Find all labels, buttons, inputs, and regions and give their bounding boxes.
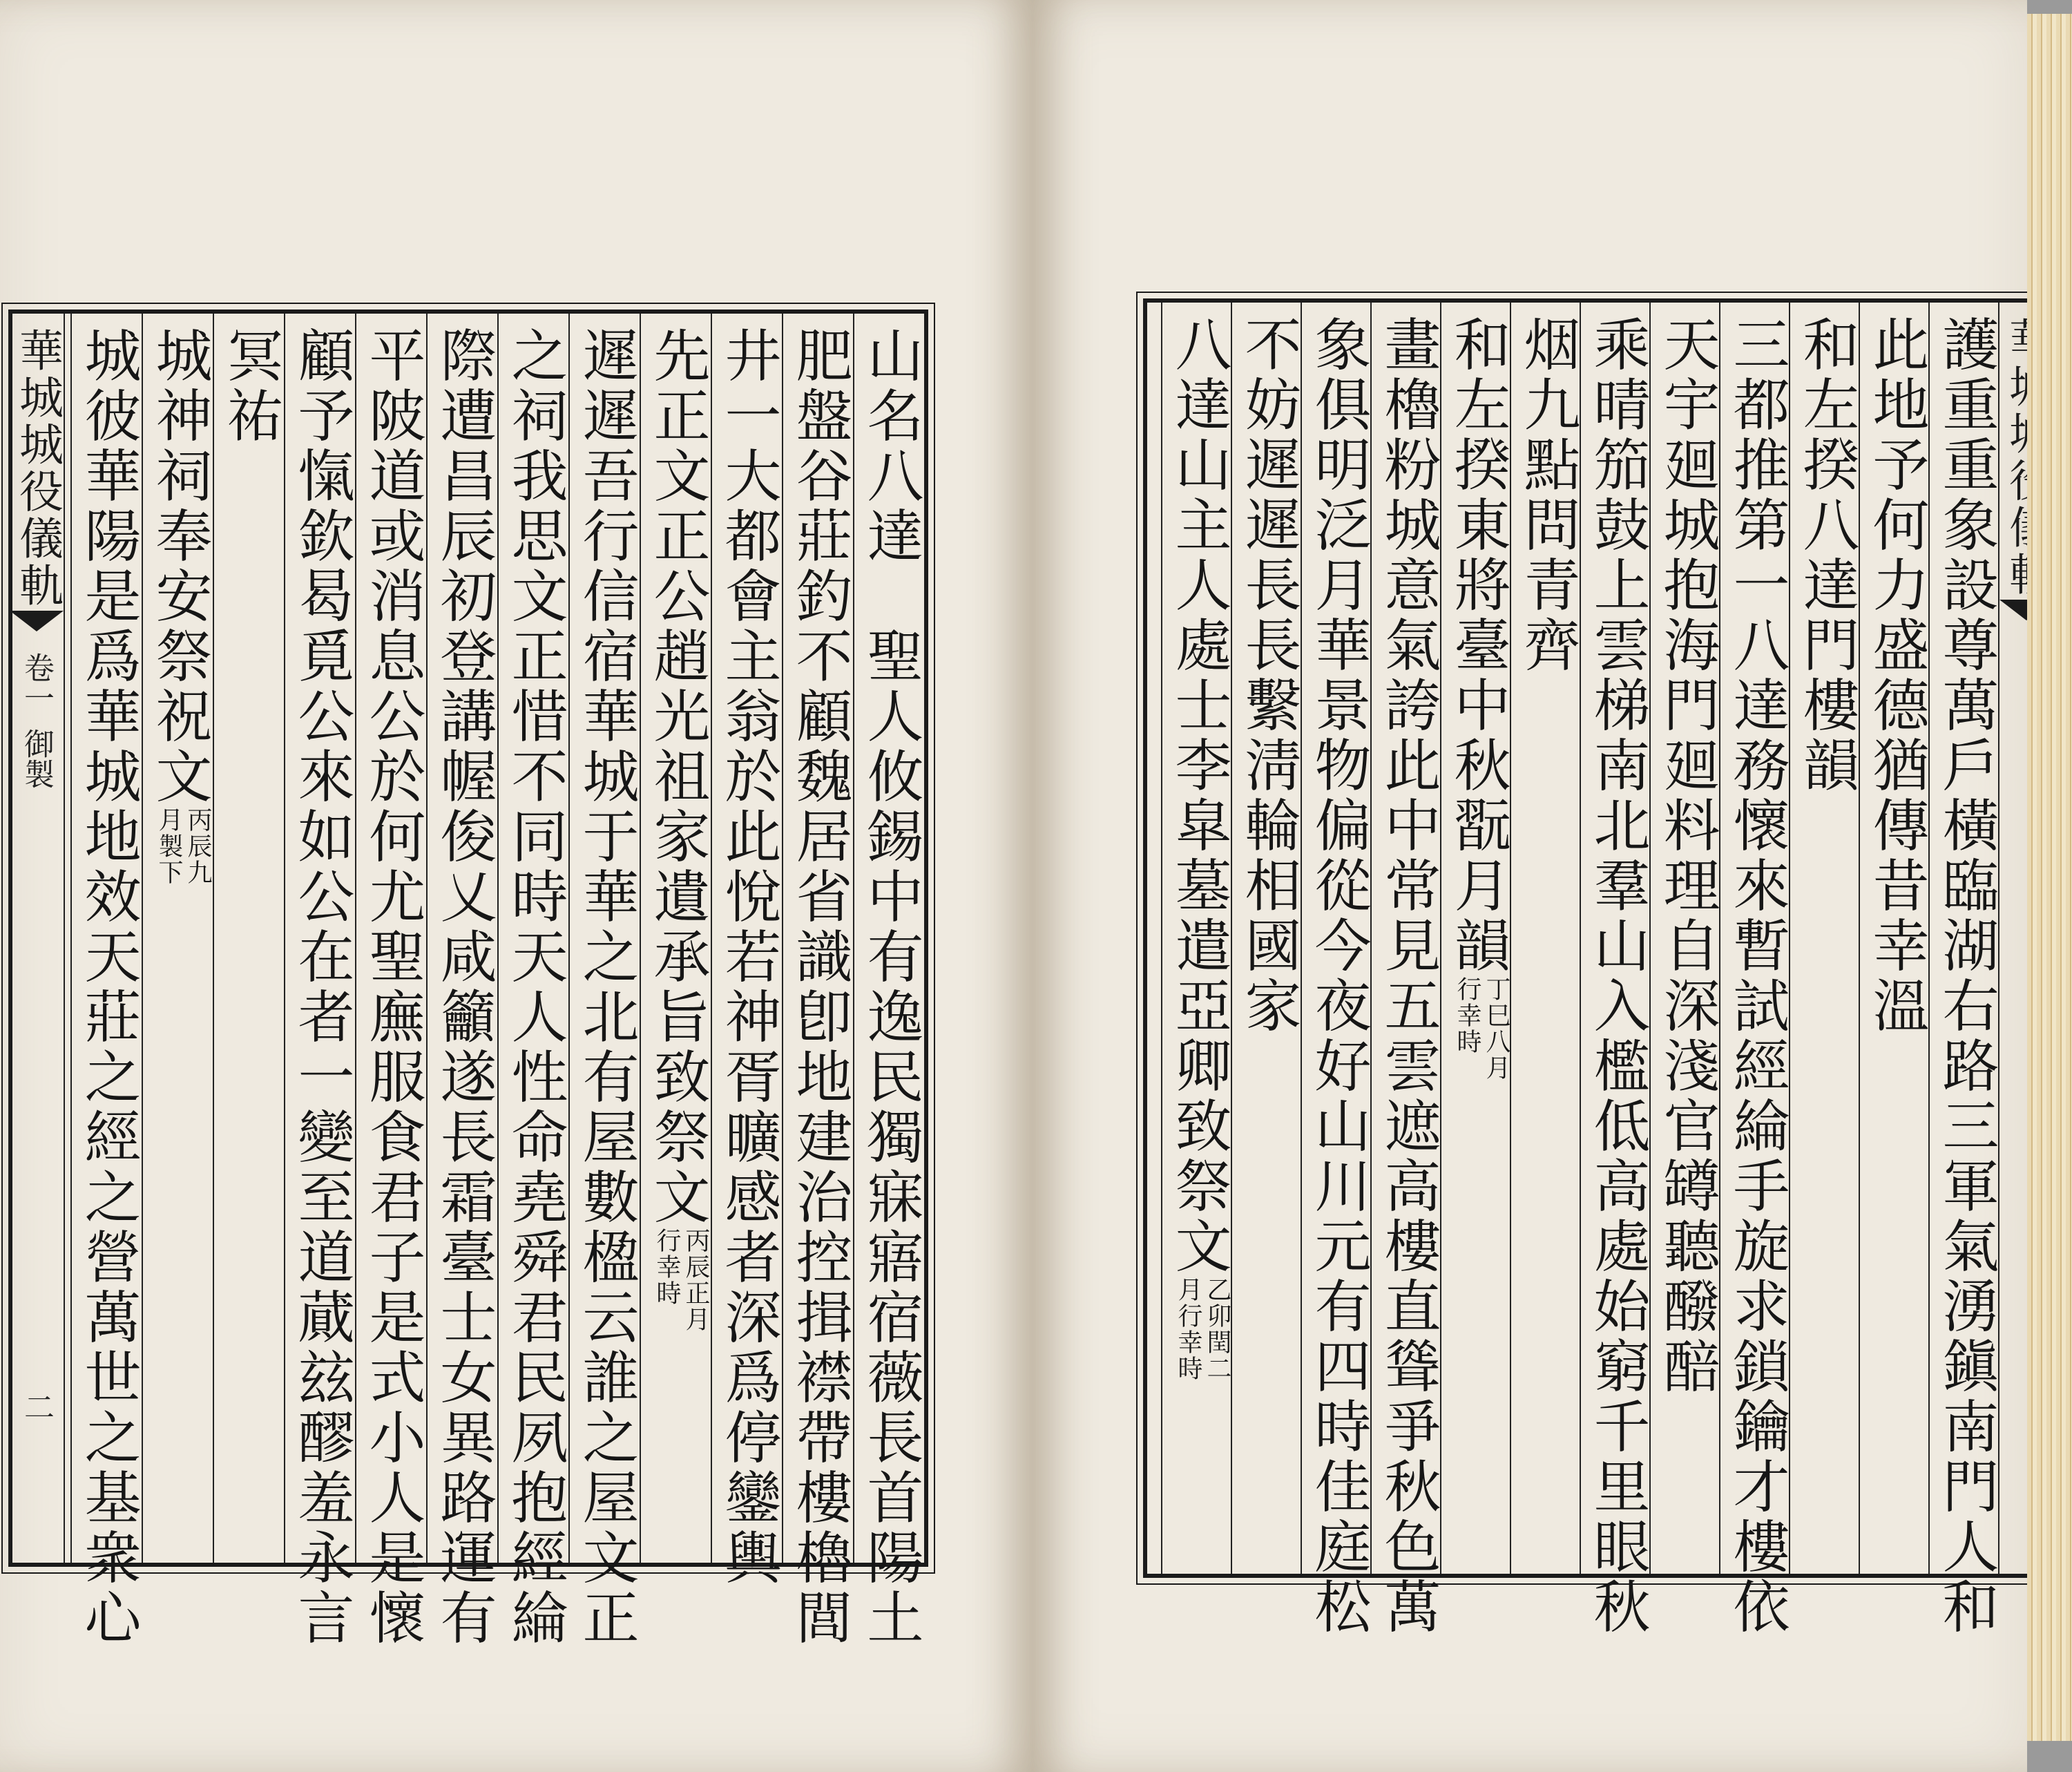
page-stack-edge bbox=[2027, 14, 2072, 1741]
text-column bbox=[1165, 315, 1231, 1382]
text-column bbox=[1374, 315, 1441, 1637]
left-center-page-number: 二 bbox=[19, 1391, 54, 1422]
text-column bbox=[715, 326, 781, 1588]
column-text: 三都推第一八達務懷來暫試經綸手旋求鎖鑰才樓依 bbox=[1724, 315, 1790, 1637]
text-column bbox=[1235, 315, 1301, 1036]
column-text: 平陂道或消息公於何尤聖廡服食君子是式小人是懷 bbox=[360, 326, 425, 1648]
text-column bbox=[1793, 315, 1859, 796]
left-page-frame bbox=[8, 309, 928, 1648]
column-rule bbox=[568, 314, 570, 1563]
text-column bbox=[75, 326, 141, 1648]
column-text: 和左揆八達門樓韻 bbox=[1794, 315, 1859, 796]
column-text: 護重重象設尊萬戶橫臨湖右路三軍氣湧鎭南門人和 bbox=[1933, 315, 1999, 1637]
text-column bbox=[786, 326, 852, 1648]
column-rule bbox=[213, 314, 214, 1563]
column-text: 烟九點問青齊 bbox=[1515, 315, 1580, 676]
column-annotation: 乙卯閏二 月行幸時 bbox=[1174, 1277, 1231, 1382]
text-column bbox=[1863, 315, 1929, 1036]
column-text: 際遭昌辰初登講幄俊乂咸籲遂長霜臺士女異路運有 bbox=[431, 326, 497, 1648]
column-text: 不妨遲遲長長繫淸輪相國家 bbox=[1236, 315, 1301, 1036]
column-rule bbox=[70, 314, 72, 1563]
column-text: 顧予愾欽曷覓公來如公在者一變至道蕆玆醪羞永言 bbox=[289, 326, 354, 1648]
text-column bbox=[1444, 315, 1510, 1081]
left-center-volume: 卷一 bbox=[19, 652, 54, 713]
text-column bbox=[288, 326, 354, 1648]
column-rule bbox=[1161, 303, 1162, 1574]
column-text: 城彼華陽是爲華城地效天莊之經之營萬世之基衆心 bbox=[75, 326, 141, 1648]
column-text: 八達山主人處士李皐墓遣亞卿致祭文 bbox=[1166, 315, 1231, 1277]
column-rule bbox=[711, 314, 712, 1563]
column-rule bbox=[497, 314, 499, 1563]
text-column bbox=[430, 326, 497, 1648]
column-text: 此地予何力盛德猶傳昔幸溫 bbox=[1863, 315, 1929, 1036]
column-text: 肥盤谷莊釣不顧魏居省識卽地建治控揖襟帶樓櫓閭 bbox=[787, 326, 852, 1648]
text-column bbox=[1653, 315, 1720, 1397]
text-column bbox=[217, 326, 283, 446]
left-center-title: 華城城役儀軌 bbox=[12, 327, 63, 609]
column-rule bbox=[853, 314, 854, 1563]
column-text: 乘晴笳鼓上雲梯南北羣山入檻低高處始窮千里眼秋 bbox=[1584, 315, 1650, 1637]
text-column bbox=[644, 326, 710, 1333]
column-text: 井一大都會主翁於此悅若神胥曠感者深爲停鑾輿 bbox=[716, 326, 781, 1588]
column-annotation: 丙辰九 月製下 bbox=[155, 807, 212, 886]
column-text: 象俱明泛月華景物偏從今夜好山川元有四時佳庭松 bbox=[1305, 315, 1371, 1637]
column-text: 和左揆東將臺中秋翫月韻 bbox=[1445, 315, 1510, 976]
column-text: 遲遲吾行信宿華城于華之北有屋數楹云誰之屋文正 bbox=[573, 326, 639, 1648]
column-rule bbox=[142, 314, 143, 1563]
column-annotation: 丁巳八月 行幸時 bbox=[1453, 976, 1510, 1081]
column-text: 冥祐 bbox=[218, 326, 283, 446]
left-center-column bbox=[8, 314, 65, 1563]
text-column bbox=[1514, 315, 1580, 676]
fishtail-mark bbox=[10, 611, 64, 631]
text-column bbox=[1305, 315, 1371, 1637]
column-rule bbox=[640, 314, 641, 1563]
text-column bbox=[359, 326, 425, 1648]
right-page-frame bbox=[1143, 298, 2052, 1637]
text-column bbox=[501, 326, 568, 1648]
column-rule bbox=[284, 314, 285, 1563]
column-annotation: 丙辰正月 行幸時 bbox=[653, 1228, 710, 1333]
column-text: 先正文正公趙光祖家遺承旨致祭文 bbox=[644, 326, 710, 1228]
column-text: 山名八達 聖人攸錫中有逸民獨寐寤宿薇長首陽土 bbox=[858, 326, 923, 1648]
left-page bbox=[0, 0, 1033, 1772]
column-rule bbox=[782, 314, 783, 1563]
text-column bbox=[857, 326, 923, 1648]
right-page bbox=[1033, 0, 2027, 1772]
column-rule bbox=[355, 314, 356, 1563]
text-column bbox=[146, 326, 212, 886]
column-rule bbox=[426, 314, 428, 1563]
left-center-section: 御製 bbox=[19, 728, 54, 789]
text-column bbox=[1932, 315, 1999, 1637]
column-text: 畫櫓粉城意氣誇此中常見五雲遮高樓直聳爭秋色萬 bbox=[1375, 315, 1441, 1637]
text-column bbox=[1723, 315, 1790, 1637]
column-text: 城神祠奉安祭祝文 bbox=[146, 326, 212, 807]
column-text: 之祠我思文正惜不同時天人性命堯舜君民夙抱經綸 bbox=[502, 326, 568, 1648]
text-column bbox=[573, 326, 639, 1648]
text-column bbox=[1584, 315, 1650, 1637]
column-text: 天宇廻城抱海門廻料理自深淺官罇聽醱醅 bbox=[1654, 315, 1720, 1397]
